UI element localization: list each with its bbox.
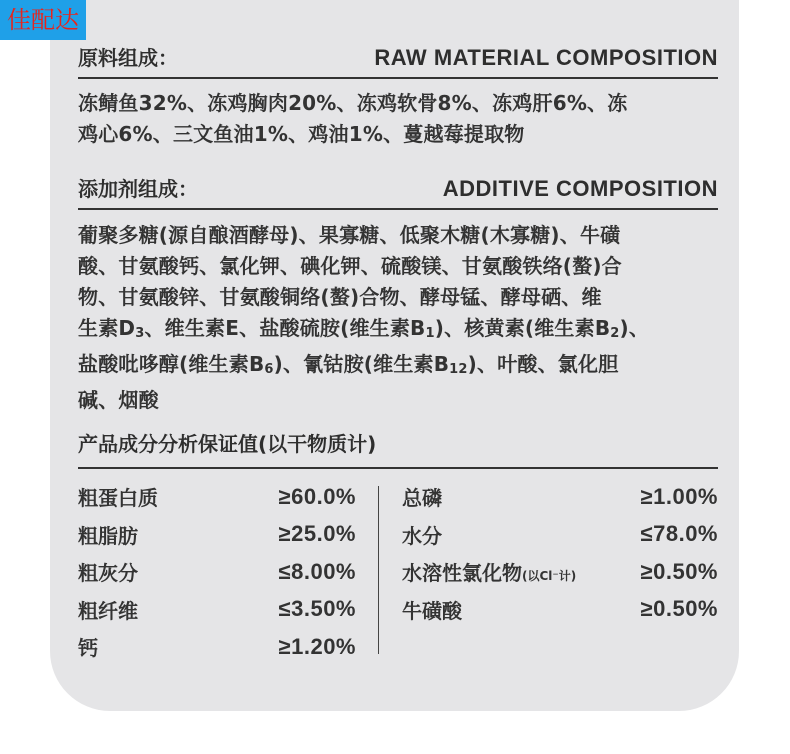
additive-line-5: 盐酸吡哆醇(维生素$B_6$)、氰钴胺(维生素$B_{12}$)、叶酸、氯化胆	[78, 352, 619, 377]
analysis-item-value: ≥1.20%	[278, 633, 356, 659]
analysis-header	[78, 428, 718, 469]
analysis-item-name: 牛磺酸	[402, 598, 462, 623]
analysis-item-value: ≥1.00%	[640, 483, 718, 509]
analysis-item-name: 粗脂肪	[78, 523, 138, 548]
analysis-row	[402, 478, 718, 516]
raw-material-title-cn: 原料组成：	[78, 46, 178, 70]
analysis-item-name: 粗蛋白质	[78, 486, 158, 511]
analysis-table	[78, 478, 718, 663]
analysis-item-value: ≤78.0%	[640, 521, 718, 547]
raw-material-title-en: RAW MATERIAL COMPOSITION	[374, 45, 718, 70]
analysis-item-value: ≤3.50%	[278, 596, 356, 622]
analysis-row	[78, 553, 356, 591]
additive-line-2: 酸、甘氨酸钙、氯化钾、碘化钾、硫酸镁、甘氨酸铁络(螯)合	[78, 254, 622, 278]
analysis-right-column	[402, 478, 718, 628]
analysis-title: 产品成分分析保证值(以干物质计)	[78, 432, 377, 456]
analysis-item-name: 粗纤维	[78, 598, 138, 623]
raw-line-1: 冻鲭鱼32%、冻鸡胸肉20%、冻鸡软骨8%、冻鸡肝6%、冻	[78, 91, 628, 115]
analysis-item-name: 钙	[78, 636, 98, 661]
analysis-item-value: ≥0.50%	[640, 596, 718, 622]
watermark-badge: 佳配达	[0, 0, 86, 40]
raw-line-2: 鸡心6%、三文鱼油1%、鸡油1%、蔓越莓提取物	[78, 122, 525, 146]
raw-material-text	[78, 88, 723, 150]
column-divider	[378, 486, 379, 654]
raw-material-header	[78, 42, 718, 79]
additive-title-cn: 添加剂组成：	[78, 177, 198, 201]
analysis-row	[402, 553, 718, 591]
analysis-row	[78, 591, 356, 629]
analysis-item-value: ≥25.0%	[278, 521, 356, 547]
analysis-left-column	[78, 478, 356, 666]
analysis-item-value: ≥60.0%	[278, 483, 356, 509]
analysis-item-name: 水溶性氯化物	[402, 561, 522, 586]
analysis-row	[78, 516, 356, 554]
analysis-row	[402, 516, 718, 554]
analysis-item-value: ≤8.00%	[278, 558, 356, 584]
additive-title-en: ADDITIVE COMPOSITION	[442, 176, 718, 201]
additive-line-1: 葡聚多糖(源自酿酒酵母)、果寡糖、低聚木糖(木寡糖)、牛磺	[78, 223, 621, 247]
analysis-row	[78, 478, 356, 516]
analysis-item-note: (以Cl⁻计)	[522, 569, 577, 584]
additive-header	[78, 173, 718, 210]
additive-line-6: 碱、烟酸	[78, 388, 159, 412]
analysis-item-name: 粗灰分	[78, 561, 138, 586]
additive-line-4: 生素$D_3$、维生素E、盐酸硫胺(维生素$B_1$)、核黄素(维生素$B_2$)、	[78, 316, 650, 341]
analysis-row	[78, 628, 356, 666]
additive-line-3: 物、甘氨酸锌、甘氨酸铜络(螯)合物、酵母锰、酵母硒、维	[78, 285, 602, 309]
analysis-item-value: ≥0.50%	[640, 558, 718, 584]
analysis-item-name: 总磷	[402, 486, 442, 511]
analysis-item-name: 水分	[402, 523, 442, 548]
additive-text	[78, 220, 723, 416]
analysis-row	[402, 591, 718, 629]
